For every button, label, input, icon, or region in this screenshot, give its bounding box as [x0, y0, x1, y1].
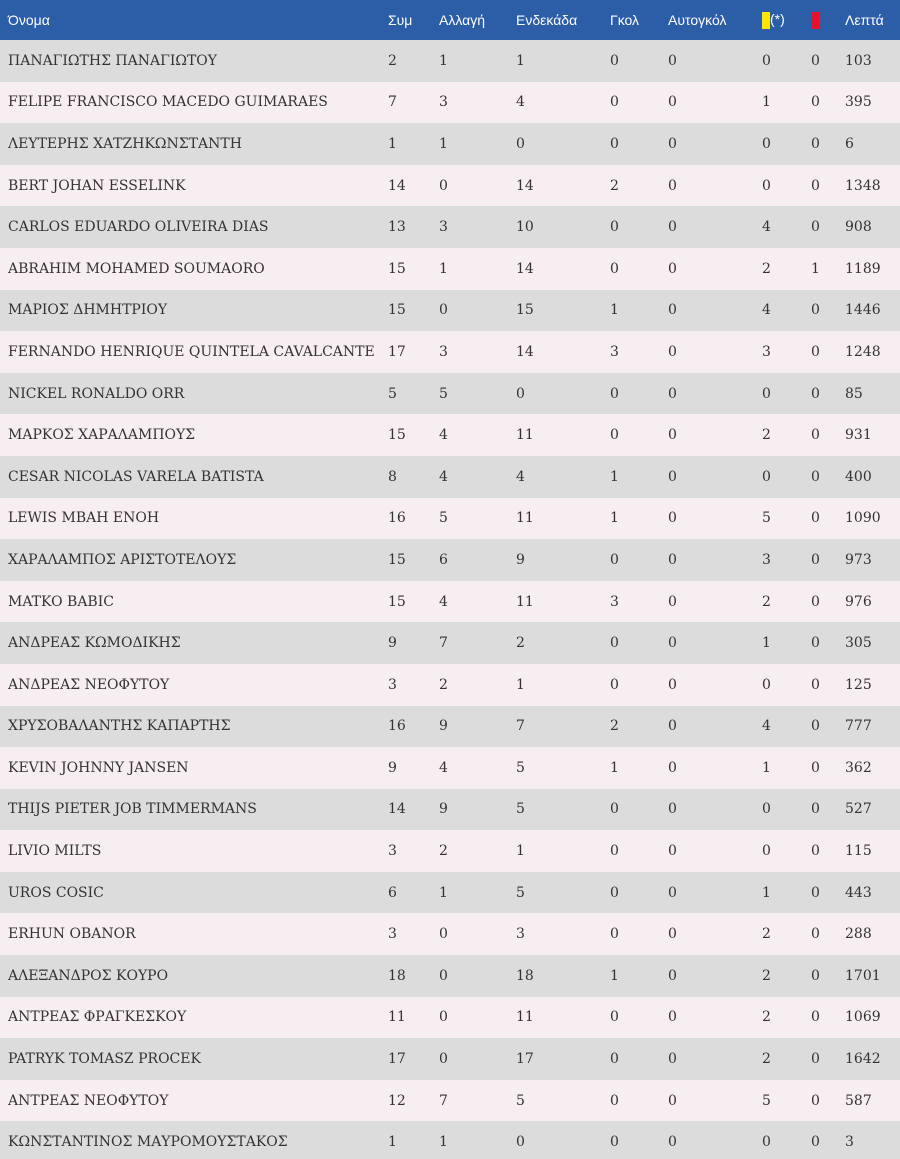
cell-apps: 8	[388, 468, 397, 485]
cell-own-goals: 0	[668, 510, 677, 527]
cell-yellow-cards: 2	[762, 926, 771, 943]
cell-yellow-cards: 0	[762, 676, 771, 693]
cell-starts: 14	[516, 343, 534, 360]
cell-subs: 0	[439, 1009, 448, 1026]
cell-goals: 3	[610, 343, 619, 360]
cell-starts: 15	[516, 302, 534, 319]
cell-yellow-cards: 0	[762, 177, 771, 194]
cell-red-cards: 0	[811, 177, 820, 194]
cell-yellow-cards: 0	[762, 1134, 771, 1151]
cell-goals: 2	[610, 177, 619, 194]
cell-subs: 5	[439, 385, 448, 402]
cell-own-goals: 0	[668, 843, 677, 860]
cell-minutes: 305	[845, 635, 872, 652]
cell-own-goals: 0	[668, 260, 677, 277]
cell-name[interactable]: ΠΑΝΑΓΙΩΤΗΣ ΠΑΝΑΓΙΩΤΟΥ	[8, 52, 218, 69]
cell-own-goals: 0	[668, 1092, 677, 1109]
cell-subs: 1	[439, 884, 448, 901]
cell-own-goals: 0	[668, 135, 677, 152]
cell-yellow-cards: 2	[762, 967, 771, 984]
cell-apps: 2	[388, 52, 397, 69]
table-row	[0, 955, 900, 997]
cell-subs: 0	[439, 926, 448, 943]
cell-goals: 0	[610, 94, 619, 111]
header-yellow-cards[interactable]	[762, 0, 811, 40]
table-row	[0, 789, 900, 831]
cell-yellow-cards: 1	[762, 884, 771, 901]
cell-minutes: 362	[845, 759, 872, 776]
cell-subs: 3	[439, 219, 448, 236]
cell-minutes: 1701	[845, 967, 881, 984]
cell-subs: 3	[439, 343, 448, 360]
header-subs[interactable]: Αλλαγή	[439, 12, 486, 28]
cell-name[interactable]: ABRAHIM MOHAMED SOUMAORO	[8, 260, 265, 277]
cell-goals: 0	[610, 52, 619, 69]
cell-own-goals: 0	[668, 551, 677, 568]
table-row	[0, 622, 900, 664]
cell-own-goals: 0	[668, 468, 677, 485]
cell-name[interactable]: LEWIS MBAH ENOH	[8, 510, 160, 527]
cell-apps: 5	[388, 385, 397, 402]
cell-apps: 3	[388, 926, 397, 943]
cell-subs: 4	[439, 759, 448, 776]
cell-starts: 9	[516, 551, 525, 568]
cell-name[interactable]: THIJS PIETER JOB TIMMERMANS	[8, 801, 257, 818]
cell-red-cards: 0	[811, 1134, 820, 1151]
cell-subs: 0	[439, 967, 448, 984]
cell-red-cards: 0	[811, 676, 820, 693]
cell-own-goals: 0	[668, 926, 677, 943]
cell-red-cards: 0	[811, 759, 820, 776]
cell-red-cards: 0	[811, 135, 820, 152]
cell-starts: 1	[516, 52, 525, 69]
cell-apps: 11	[388, 1009, 406, 1026]
cell-red-cards: 0	[811, 718, 820, 735]
cell-apps: 15	[388, 260, 406, 277]
cell-goals: 0	[610, 801, 619, 818]
cell-name[interactable]: ΜΑΡΙΟΣ ΔΗΜΗΤΡΙΟΥ	[8, 302, 168, 319]
cell-apps: 16	[388, 718, 406, 735]
cell-red-cards: 0	[811, 926, 820, 943]
cell-name[interactable]: LIVIO MILTS	[8, 843, 102, 860]
cell-goals: 2	[610, 718, 619, 735]
cell-name[interactable]: BERT JOHAN ESSELINK	[8, 177, 186, 194]
cell-goals: 1	[610, 759, 619, 776]
header-yellow-suffix: (*)	[770, 11, 785, 28]
cell-name[interactable]: ΜΑΡΚΟΣ ΧΑΡΑΛΑΜΠΟΥΣ	[8, 427, 196, 444]
cell-apps: 17	[388, 1051, 406, 1068]
cell-apps: 12	[388, 1092, 406, 1109]
cell-own-goals: 0	[668, 801, 677, 818]
table-row	[0, 373, 900, 415]
cell-subs: 0	[439, 177, 448, 194]
cell-yellow-cards: 1	[762, 94, 771, 111]
cell-apps: 3	[388, 843, 397, 860]
table-row	[0, 706, 900, 748]
table-row	[0, 290, 900, 332]
cell-yellow-cards: 0	[762, 385, 771, 402]
cell-minutes: 400	[845, 468, 872, 485]
cell-subs: 3	[439, 94, 448, 111]
cell-subs: 0	[439, 1051, 448, 1068]
cell-yellow-cards: 2	[762, 427, 771, 444]
cell-goals: 0	[610, 1009, 619, 1026]
cell-subs: 6	[439, 551, 448, 568]
cell-red-cards: 0	[811, 551, 820, 568]
cell-starts: 1	[516, 843, 525, 860]
table-row	[0, 165, 900, 207]
cell-starts: 1	[516, 676, 525, 693]
cell-yellow-cards: 0	[762, 52, 771, 69]
cell-minutes: 6	[845, 135, 854, 152]
cell-goals: 0	[610, 926, 619, 943]
cell-minutes: 1090	[845, 510, 881, 527]
table-row	[0, 664, 900, 706]
cell-starts: 17	[516, 1051, 534, 1068]
cell-subs: 9	[439, 718, 448, 735]
table-row	[0, 747, 900, 789]
cell-minutes: 1069	[845, 1009, 881, 1026]
cell-starts: 14	[516, 260, 534, 277]
cell-yellow-cards: 4	[762, 302, 771, 319]
cell-goals: 0	[610, 1051, 619, 1068]
cell-goals: 0	[610, 551, 619, 568]
header-goals[interactable]: Γκολ	[610, 12, 640, 28]
cell-own-goals: 0	[668, 52, 677, 69]
cell-yellow-cards: 5	[762, 1092, 771, 1109]
yellow-card-icon	[762, 12, 770, 29]
cell-apps: 17	[388, 343, 406, 360]
cell-own-goals: 0	[668, 385, 677, 402]
cell-name[interactable]: ΑΝΤΡΕΑΣ ΦΡΑΓΚΕΣΚΟΥ	[8, 1009, 187, 1026]
cell-yellow-cards: 1	[762, 635, 771, 652]
cell-yellow-cards: 0	[762, 135, 771, 152]
cell-red-cards: 0	[811, 468, 820, 485]
cell-goals: 0	[610, 843, 619, 860]
cell-subs: 2	[439, 676, 448, 693]
cell-own-goals: 0	[668, 343, 677, 360]
cell-starts: 4	[516, 94, 525, 111]
cell-name[interactable]: CARLOS EDUARDO OLIVEIRA DIAS	[8, 219, 269, 236]
cell-red-cards: 0	[811, 219, 820, 236]
cell-apps: 15	[388, 427, 406, 444]
cell-subs: 4	[439, 468, 448, 485]
cell-subs: 9	[439, 801, 448, 818]
cell-name[interactable]: ΚΩΝΣΤΑΝΤΙΝΟΣ ΜΑΥΡΟΜΟΥΣΤΑΚΟΣ	[8, 1134, 288, 1151]
cell-starts: 7	[516, 718, 525, 735]
cell-name[interactable]: ΑΝΤΡΕΑΣ ΝΕΟΦΥΤΟΥ	[8, 1092, 169, 1109]
cell-name[interactable]: ΧΡΥΣΟΒΑΛΑΝΤΗΣ ΚΑΠΑΡΤΗΣ	[8, 718, 231, 735]
cell-name[interactable]: ΑΝΔΡΕΑΣ ΝΕΟΦΥΤΟΥ	[8, 676, 170, 693]
cell-apps: 18	[388, 967, 406, 984]
cell-own-goals: 0	[668, 427, 677, 444]
cell-minutes: 103	[845, 52, 872, 69]
cell-minutes: 973	[845, 551, 872, 568]
cell-red-cards: 0	[811, 94, 820, 111]
cell-name[interactable]: UROS COSIC	[8, 884, 104, 901]
cell-apps: 15	[388, 593, 406, 610]
table-row	[0, 872, 900, 914]
cell-own-goals: 0	[668, 759, 677, 776]
cell-starts: 10	[516, 219, 534, 236]
cell-subs: 1	[439, 52, 448, 69]
cell-goals: 0	[610, 135, 619, 152]
cell-starts: 11	[516, 427, 534, 444]
cell-subs: 1	[439, 1134, 448, 1151]
cell-apps: 16	[388, 510, 406, 527]
cell-yellow-cards: 0	[762, 468, 771, 485]
cell-apps: 9	[388, 759, 397, 776]
cell-goals: 3	[610, 593, 619, 610]
table-header-row	[0, 0, 900, 40]
cell-red-cards: 0	[811, 385, 820, 402]
cell-starts: 4	[516, 468, 525, 485]
table-row	[0, 913, 900, 955]
cell-goals: 0	[610, 260, 619, 277]
cell-own-goals: 0	[668, 177, 677, 194]
cell-goals: 0	[610, 1134, 619, 1151]
cell-subs: 1	[439, 135, 448, 152]
cell-minutes: 115	[845, 843, 872, 860]
cell-minutes: 1248	[845, 343, 881, 360]
cell-minutes: 1348	[845, 177, 881, 194]
table-row	[0, 331, 900, 373]
cell-name[interactable]: ΧΑΡΑΛΑΜΠΟΣ ΑΡΙΣΤΟΤΕΛΟΥΣ	[8, 551, 237, 568]
cell-starts: 11	[516, 593, 534, 610]
cell-minutes: 587	[845, 1092, 872, 1109]
cell-red-cards: 1	[811, 260, 820, 277]
cell-own-goals: 0	[668, 718, 677, 735]
cell-yellow-cards: 2	[762, 260, 771, 277]
cell-name[interactable]: NICKEL RONALDO ORR	[8, 385, 185, 402]
cell-apps: 1	[388, 135, 397, 152]
cell-yellow-cards: 4	[762, 718, 771, 735]
cell-goals: 1	[610, 510, 619, 527]
cell-name[interactable]: ERHUN OBANOR	[8, 926, 136, 943]
table-row	[0, 248, 900, 290]
header-name[interactable]: Όνομα	[8, 12, 50, 28]
cell-own-goals: 0	[668, 219, 677, 236]
cell-own-goals: 0	[668, 1134, 677, 1151]
cell-yellow-cards: 2	[762, 1051, 771, 1068]
cell-name[interactable]: FELIPE FRANCISCO MACEDO GUIMARAES	[8, 94, 328, 111]
cell-starts: 5	[516, 801, 525, 818]
table-row	[0, 581, 900, 623]
cell-red-cards: 0	[811, 343, 820, 360]
table-row	[0, 414, 900, 456]
cell-yellow-cards: 0	[762, 801, 771, 818]
cell-name[interactable]: MATKO BABIC	[8, 593, 114, 610]
cell-minutes: 3	[845, 1134, 854, 1151]
cell-apps: 1	[388, 1134, 397, 1151]
cell-starts: 0	[516, 135, 525, 152]
cell-red-cards: 0	[811, 801, 820, 818]
cell-goals: 0	[610, 427, 619, 444]
header-own-goals[interactable]: Αυτογκόλ	[668, 12, 727, 28]
cell-own-goals: 0	[668, 1009, 677, 1026]
cell-own-goals: 0	[668, 676, 677, 693]
cell-subs: 4	[439, 593, 448, 610]
cell-goals: 0	[610, 385, 619, 402]
cell-minutes: 931	[845, 427, 872, 444]
cell-red-cards: 0	[811, 843, 820, 860]
header-minutes[interactable]: Λεπτά	[845, 12, 884, 28]
cell-yellow-cards: 3	[762, 551, 771, 568]
cell-minutes: 527	[845, 801, 872, 818]
cell-subs: 7	[439, 635, 448, 652]
cell-apps: 14	[388, 801, 406, 818]
cell-starts: 18	[516, 967, 534, 984]
cell-starts: 11	[516, 510, 534, 527]
red-card-icon	[811, 12, 819, 29]
cell-subs: 1	[439, 260, 448, 277]
cell-minutes: 288	[845, 926, 872, 943]
cell-red-cards: 0	[811, 52, 820, 69]
cell-yellow-cards: 2	[762, 1009, 771, 1026]
table-row	[0, 123, 900, 165]
cell-name[interactable]: FERNANDO HENRIQUE QUINTELA CAVALCANTE	[8, 343, 375, 360]
cell-name[interactable]: CESAR NICOLAS VARELA BATISTA	[8, 468, 264, 485]
cell-name[interactable]: KEVIN JOHNNY JANSEN	[8, 759, 189, 776]
table-row	[0, 1121, 900, 1159]
cell-yellow-cards: 0	[762, 843, 771, 860]
cell-red-cards: 0	[811, 635, 820, 652]
table-row	[0, 40, 900, 82]
cell-red-cards: 0	[811, 1051, 820, 1068]
cell-minutes: 85	[845, 385, 863, 402]
cell-yellow-cards: 4	[762, 219, 771, 236]
cell-red-cards: 0	[811, 427, 820, 444]
cell-subs: 0	[439, 302, 448, 319]
cell-own-goals: 0	[668, 967, 677, 984]
cell-starts: 5	[516, 759, 525, 776]
cell-apps: 9	[388, 635, 397, 652]
table-row	[0, 1038, 900, 1080]
cell-starts: 3	[516, 926, 525, 943]
cell-yellow-cards: 1	[762, 759, 771, 776]
cell-apps: 6	[388, 884, 397, 901]
header-apps[interactable]: Συμ	[388, 12, 413, 28]
cell-goals: 0	[610, 1092, 619, 1109]
cell-red-cards: 0	[811, 1092, 820, 1109]
cell-yellow-cards: 2	[762, 593, 771, 610]
cell-red-cards: 0	[811, 967, 820, 984]
cell-starts: 0	[516, 1134, 525, 1151]
cell-own-goals: 0	[668, 1051, 677, 1068]
table-row	[0, 830, 900, 872]
cell-own-goals: 0	[668, 302, 677, 319]
table-body	[0, 40, 900, 1159]
cell-own-goals: 0	[668, 94, 677, 111]
cell-minutes: 443	[845, 884, 872, 901]
cell-goals: 1	[610, 302, 619, 319]
cell-red-cards: 0	[811, 593, 820, 610]
cell-own-goals: 0	[668, 884, 677, 901]
cell-minutes: 395	[845, 94, 872, 111]
cell-goals: 0	[610, 884, 619, 901]
table-row	[0, 206, 900, 248]
cell-minutes: 976	[845, 593, 872, 610]
table-row	[0, 1080, 900, 1122]
cell-starts: 0	[516, 385, 525, 402]
cell-apps: 7	[388, 94, 397, 111]
table-row	[0, 82, 900, 124]
cell-apps: 15	[388, 302, 406, 319]
cell-minutes: 908	[845, 219, 872, 236]
cell-yellow-cards: 3	[762, 343, 771, 360]
cell-subs: 5	[439, 510, 448, 527]
cell-yellow-cards: 5	[762, 510, 771, 527]
cell-goals: 0	[610, 676, 619, 693]
cell-subs: 4	[439, 427, 448, 444]
table-row	[0, 498, 900, 540]
cell-minutes: 777	[845, 718, 872, 735]
cell-starts: 5	[516, 884, 525, 901]
cell-name[interactable]: PATRYK TOMASZ PROCEK	[8, 1051, 201, 1068]
cell-apps: 3	[388, 676, 397, 693]
cell-starts: 2	[516, 635, 525, 652]
cell-goals: 0	[610, 635, 619, 652]
cell-own-goals: 0	[668, 593, 677, 610]
table-row	[0, 997, 900, 1039]
cell-name[interactable]: ΑΝΔΡΕΑΣ ΚΩΜΟΔΙΚΗΣ	[8, 635, 181, 652]
header-red-cards[interactable]	[811, 0, 845, 40]
cell-name[interactable]: ΑΛΕΞΑΝΔΡΟΣ ΚΟΥΡΟ	[8, 967, 169, 984]
cell-minutes: 125	[845, 676, 872, 693]
cell-subs: 2	[439, 843, 448, 860]
cell-apps: 13	[388, 219, 406, 236]
header-starts[interactable]: Ενδεκάδα	[516, 12, 578, 28]
cell-red-cards: 0	[811, 510, 820, 527]
cell-minutes: 1446	[845, 302, 881, 319]
cell-goals: 1	[610, 468, 619, 485]
cell-starts: 5	[516, 1092, 525, 1109]
cell-name[interactable]: ΛΕΥΤΕΡΗΣ ΧΑΤΖΗΚΩΝΣΤΑΝΤΗ	[8, 135, 242, 152]
cell-goals: 1	[610, 967, 619, 984]
cell-red-cards: 0	[811, 884, 820, 901]
cell-own-goals: 0	[668, 635, 677, 652]
cell-starts: 11	[516, 1009, 534, 1026]
cell-subs: 7	[439, 1092, 448, 1109]
cell-minutes: 1642	[845, 1051, 881, 1068]
cell-starts: 14	[516, 177, 534, 194]
cell-red-cards: 0	[811, 1009, 820, 1026]
cell-minutes: 1189	[845, 260, 881, 277]
table-row	[0, 456, 900, 498]
cell-goals: 0	[610, 219, 619, 236]
cell-apps: 14	[388, 177, 406, 194]
cell-red-cards: 0	[811, 302, 820, 319]
cell-apps: 15	[388, 551, 406, 568]
table-row	[0, 539, 900, 581]
